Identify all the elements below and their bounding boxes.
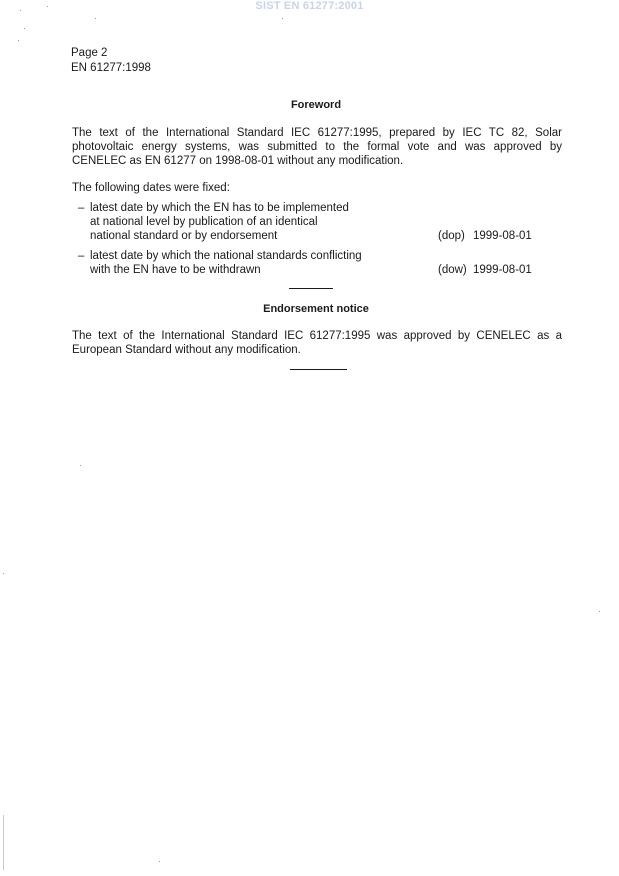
scan-speck	[599, 611, 600, 612]
scan-speck	[95, 18, 96, 19]
document-number: EN 61277:1998	[71, 62, 151, 74]
scan-speck	[282, 18, 283, 19]
scan-speck	[80, 465, 81, 466]
page-header	[71, 46, 151, 76]
watermark: SIST EN 61277:2001	[255, 0, 364, 12]
date-code-dop: (dop)	[438, 230, 465, 242]
date-item-text	[90, 201, 410, 243]
foreword-line-1: The text of the International Standard IEC 61277:1995, prepared by IEC TC 82, Solar	[72, 127, 562, 139]
end-divider	[290, 369, 347, 370]
dates-intro: The following dates were fixed:	[72, 182, 230, 194]
scan-speck	[47, 6, 48, 7]
scan-speck	[159, 861, 160, 862]
scan-speck	[20, 10, 21, 11]
list-dash: –	[78, 250, 85, 262]
date-value-dow: 1999-08-01	[473, 264, 532, 276]
section-divider	[289, 288, 333, 289]
date-item-dow	[78, 249, 548, 277]
scan-speck	[24, 28, 25, 29]
date-item-line: with the EN have to be withdrawn	[90, 264, 261, 276]
date-code-dow: (dow)	[438, 264, 467, 276]
endorsement-line-2: European Standard without any modification.	[72, 344, 301, 356]
date-item-line: at national level by publication of an identical	[90, 216, 318, 228]
scan-speck	[3, 573, 4, 574]
foreword-line-2: photovoltaic energy systems, was submitted to the formal vote and was approved by	[72, 141, 562, 153]
endorsement-paragraph	[72, 329, 562, 357]
date-value-dop: 1999-08-01	[473, 230, 532, 242]
date-item-line: national standard or by endorsement	[90, 230, 278, 242]
date-item-line: latest date by which the EN has to be implemented	[90, 202, 349, 214]
scan-margin-line	[3, 815, 4, 870]
date-item-line: latest date by which the national standards conflicting	[90, 250, 362, 262]
foreword-heading: Foreword	[290, 99, 342, 111]
foreword-paragraph	[72, 126, 562, 168]
date-item-dop	[78, 201, 548, 243]
page-label: Page 2	[71, 47, 108, 59]
endorsement-line-1: The text of the International Standard IEC 61277:1995 was approved by CENELEC as a	[72, 330, 562, 342]
list-dash: –	[78, 202, 85, 214]
scan-speck	[18, 40, 19, 41]
endorsement-heading: Endorsement notice	[263, 303, 369, 315]
date-item-text	[90, 249, 410, 277]
foreword-line-3: CENELEC as EN 61277 on 1998-08-01 without any modification.	[72, 155, 404, 167]
